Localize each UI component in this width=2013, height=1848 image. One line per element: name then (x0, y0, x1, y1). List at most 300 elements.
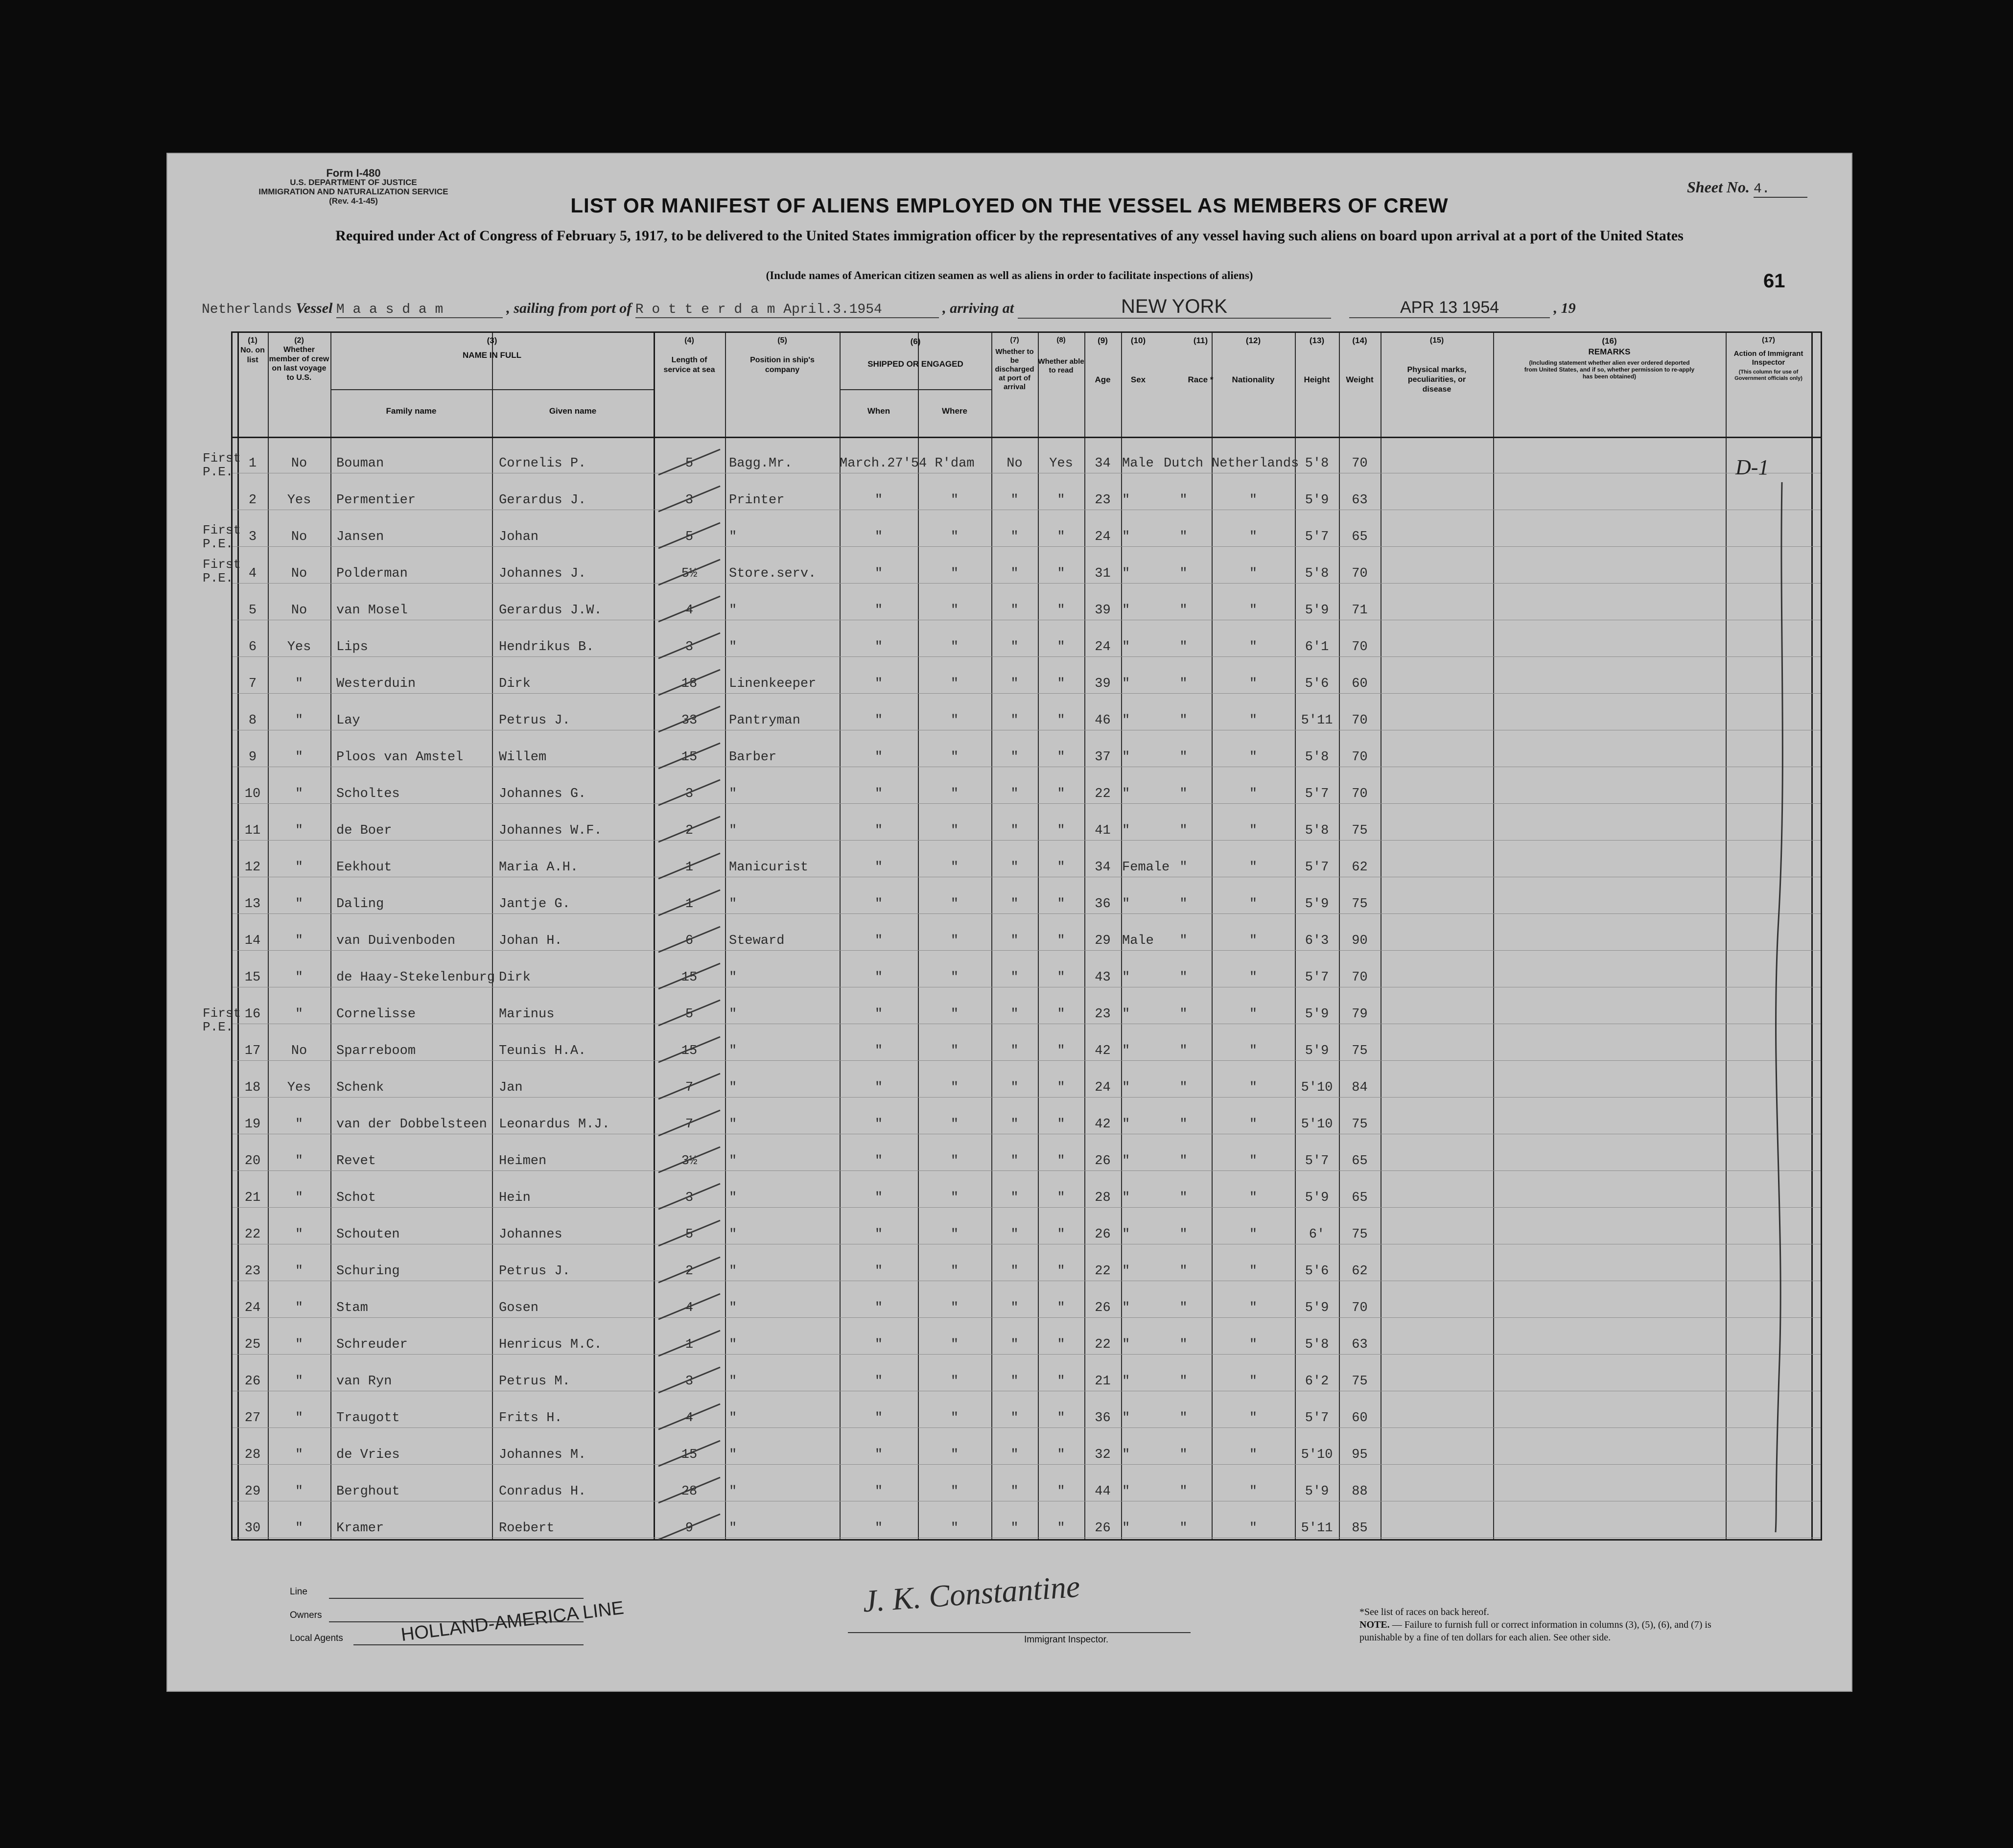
cell-read: " (1057, 787, 1065, 801)
cell-position: " (729, 787, 737, 801)
cell-discharge: " (1010, 640, 1019, 655)
cell-service: 2 (685, 1264, 694, 1279)
cell-where: " (950, 1521, 959, 1536)
service-check-mark (656, 886, 725, 920)
cell-service: 33 (681, 713, 698, 728)
races-note: *See list of races on back hereof. (1359, 1607, 1489, 1617)
cell-weight: 70 (1352, 640, 1368, 655)
cell-where: " (950, 1264, 959, 1279)
cell-sex: " (1122, 1080, 1130, 1095)
cell-weight: 70 (1352, 1301, 1368, 1315)
cell-family: Lips (336, 640, 368, 655)
header-col-11: (11) Race * (1188, 336, 1214, 384)
cell-where: " (950, 530, 959, 544)
cell-nationality: " (1249, 787, 1258, 801)
row-rule (233, 693, 1821, 694)
cell-read: " (1057, 1448, 1065, 1462)
cell-height: 5'9 (1305, 1007, 1329, 1022)
cell-race: " (1179, 1374, 1188, 1389)
sailing-label: , sailing from port of (506, 300, 632, 316)
cell-no: 5 (248, 603, 257, 618)
cell-age: 23 (1095, 1007, 1111, 1022)
cell-prev: No (291, 603, 307, 618)
cell-family: Cornelisse (336, 1007, 416, 1022)
cell-no: 29 (244, 1484, 261, 1499)
cell-no: 4 (248, 566, 257, 581)
cell-weight: 85 (1352, 1521, 1368, 1536)
cell-read: " (1057, 970, 1065, 985)
service-check-mark (656, 702, 725, 737)
cell-prev: " (295, 713, 304, 728)
cell-weight: 88 (1352, 1484, 1368, 1499)
form-revision: (Rev. 4-1-45) (329, 196, 378, 206)
cell-position: " (729, 1117, 737, 1132)
cell-height: 5'9 (1305, 897, 1329, 912)
cell-discharge: " (1010, 750, 1019, 765)
cell-sex: " (1122, 1007, 1130, 1022)
cell-no: 18 (244, 1080, 261, 1095)
cell-sex: Male (1122, 934, 1154, 948)
cell-sex: " (1122, 823, 1130, 838)
cell-family: Polderman (336, 566, 408, 581)
cell-nationality: " (1249, 1191, 1258, 1205)
cell-age: 34 (1095, 860, 1111, 875)
header-family-name: Family name (386, 406, 437, 416)
cell-nationality: " (1249, 1448, 1258, 1462)
cell-given: Johan H. (499, 934, 562, 948)
cell-read: " (1057, 1301, 1065, 1315)
cell-race: " (1179, 897, 1188, 912)
cell-prev: No (291, 456, 307, 471)
cell-nationality: " (1249, 897, 1258, 912)
service-check-mark (656, 1290, 725, 1324)
cell-height: 5'7 (1305, 970, 1329, 985)
cell-race: " (1179, 1117, 1188, 1132)
cell-nationality: " (1249, 1007, 1258, 1022)
cell-age: 21 (1095, 1374, 1111, 1389)
cell-race: " (1179, 1191, 1188, 1205)
cell-read: " (1057, 1191, 1065, 1205)
cell-family: Stam (336, 1301, 368, 1315)
cell-no: 9 (248, 750, 257, 765)
service-check-mark (656, 666, 725, 700)
cell-age: 32 (1095, 1448, 1111, 1462)
cell-race: " (1179, 1080, 1188, 1095)
service-check-mark (656, 445, 725, 480)
cell-discharge: " (1010, 1521, 1019, 1536)
cell-weight: 60 (1352, 677, 1368, 691)
cell-weight: 84 (1352, 1080, 1368, 1095)
service-check-mark (656, 519, 725, 553)
cell-race: " (1179, 640, 1188, 655)
cell-read: " (1057, 677, 1065, 691)
cell-position: " (729, 1227, 737, 1242)
cell-where: " (950, 1337, 959, 1352)
cell-read: " (1057, 640, 1065, 655)
cell-race: " (1179, 1448, 1188, 1462)
sheet-label: Sheet No. (1687, 178, 1750, 196)
header-col-7: (7) Whether to be discharged at port of arrival (995, 336, 1034, 391)
cell-read: " (1057, 1080, 1065, 1095)
cell-when: " (874, 677, 883, 691)
cell-family: Scholtes (336, 787, 400, 801)
cell-weight: 70 (1352, 787, 1368, 801)
cell-prev: " (295, 860, 304, 875)
cell-race: " (1179, 603, 1188, 618)
header-given-name: Given name (549, 406, 597, 416)
cell-prev: " (295, 787, 304, 801)
cell-nationality: " (1249, 1521, 1258, 1536)
cell-sex: " (1122, 1411, 1130, 1426)
cell-nationality: " (1249, 1080, 1258, 1095)
cell-prev: " (295, 1521, 304, 1536)
cell-family: de Vries (336, 1448, 400, 1462)
cell-when: March.27'54 (840, 456, 927, 471)
cell-race: " (1179, 823, 1188, 838)
cell-age: 39 (1095, 677, 1111, 691)
cell-where: " (950, 493, 959, 508)
cell-no: 14 (244, 934, 261, 948)
cell-age: 29 (1095, 934, 1111, 948)
cell-position: " (729, 1154, 737, 1169)
cell-service: 3 (685, 1374, 694, 1389)
cell-when: " (874, 860, 883, 875)
cell-read: " (1057, 603, 1065, 618)
row-rule (233, 583, 1821, 584)
cell-weight: 71 (1352, 603, 1368, 618)
cell-age: 34 (1095, 456, 1111, 471)
header-col-12: (12) Nationality (1232, 336, 1275, 384)
cell-where: " (950, 1484, 959, 1499)
cell-position: " (729, 1044, 737, 1058)
row-rule (233, 1354, 1821, 1355)
cell-race: " (1179, 1484, 1188, 1499)
cell-sex: " (1122, 1301, 1130, 1315)
service-check-mark (656, 1510, 725, 1544)
header-col-13: (13) Height (1304, 336, 1330, 384)
cell-height: 5'6 (1305, 1264, 1329, 1279)
cell-sex: " (1122, 1374, 1130, 1389)
cell-nationality: " (1249, 493, 1258, 508)
row-rule (233, 1317, 1821, 1318)
cell-given: Conradus H. (499, 1484, 586, 1499)
cell-position: Bagg.Mr. (729, 456, 793, 471)
service-check-mark (656, 923, 725, 957)
cell-height: 6'2 (1305, 1374, 1329, 1389)
cell-where: " (950, 1154, 959, 1169)
cell-family: van Ryn (336, 1374, 392, 1389)
form-number: Form I-480 (326, 167, 381, 179)
service-check-mark (656, 1143, 725, 1177)
cell-read: " (1057, 1411, 1065, 1426)
cell-read: " (1057, 1007, 1065, 1022)
cell-weight: 70 (1352, 713, 1368, 728)
service-check-mark (656, 996, 725, 1030)
cell-age: 26 (1095, 1227, 1111, 1242)
cell-position: " (729, 823, 737, 838)
cell-discharge: " (1010, 1337, 1019, 1352)
cell-nationality: " (1249, 566, 1258, 581)
cell-nationality: " (1249, 530, 1258, 544)
cell-position: " (729, 1264, 737, 1279)
cell-height: 6'3 (1305, 934, 1329, 948)
cell-sex: " (1122, 1227, 1130, 1242)
cell-read: " (1057, 1154, 1065, 1169)
cell-where: " (950, 1448, 959, 1462)
cell-prev: " (295, 1484, 304, 1499)
cell-discharge: " (1010, 713, 1019, 728)
cell-prev: " (295, 1374, 304, 1389)
cell-weight: 75 (1352, 1117, 1368, 1132)
row-rule (233, 1170, 1821, 1171)
cell-when: " (874, 970, 883, 985)
cell-service: 7 (685, 1117, 694, 1132)
cell-height: 5'10 (1301, 1117, 1333, 1132)
cell-race: " (1179, 530, 1188, 544)
cell-given: Roebert (499, 1521, 555, 1536)
header-col-5: (5) Position in ship's company (750, 336, 815, 374)
cell-no: 25 (244, 1337, 261, 1352)
cell-nationality: " (1249, 823, 1258, 838)
vessel-line (202, 296, 1576, 319)
cell-nationality: " (1249, 640, 1258, 655)
cell-nationality: " (1249, 1484, 1258, 1499)
cell-read: " (1057, 1484, 1065, 1499)
cell-age: 42 (1095, 1044, 1111, 1058)
cell-when: " (874, 493, 883, 508)
cell-read: Yes (1049, 456, 1073, 471)
cell-where: " (950, 1044, 959, 1058)
cell-given: Johan (499, 530, 539, 544)
cell-service: 15 (681, 750, 698, 765)
footer-agents-label: Local Agents (290, 1633, 343, 1643)
cell-nationality: " (1249, 1154, 1258, 1169)
cell-given: Hendrikus B. (499, 640, 594, 655)
cell-sex: " (1122, 1264, 1130, 1279)
cell-service: 4 (685, 1411, 694, 1426)
cell-sex: " (1122, 1448, 1130, 1462)
margin-note-row-4: First P.E. (203, 557, 241, 585)
cell-discharge: " (1010, 1227, 1019, 1242)
cell-family: Westerduin (336, 677, 416, 691)
cell-discharge: " (1010, 603, 1019, 618)
cell-sex: " (1122, 603, 1130, 618)
header-col-4: (4) Length of service at sea (663, 336, 715, 374)
row-rule (233, 1464, 1821, 1465)
cell-position: Store.serv. (729, 566, 817, 581)
service-check-mark (656, 1180, 725, 1214)
cell-age: 36 (1095, 1411, 1111, 1426)
margin-note-row-17: First P.E. (203, 1006, 241, 1034)
cell-given: Gerardus J. (499, 493, 586, 508)
cell-when: " (874, 713, 883, 728)
cell-discharge: " (1010, 1411, 1019, 1426)
cell-position: Pantryman (729, 713, 800, 728)
cell-no: 3 (248, 530, 257, 544)
cell-no: 10 (244, 787, 261, 801)
cell-when: " (874, 934, 883, 948)
cell-race: Dutch (1163, 456, 1203, 471)
cell-height: 5'7 (1305, 860, 1329, 875)
cell-given: Jantje G. (499, 897, 570, 912)
cell-discharge: " (1010, 1484, 1019, 1499)
cell-nationality: " (1249, 1374, 1258, 1389)
cell-service: 3½ (681, 1154, 698, 1169)
cell-service: 18 (681, 677, 698, 691)
cell-height: 5'10 (1301, 1448, 1333, 1462)
cell-family: van der Dobbelsteen (336, 1117, 487, 1132)
cell-no: 24 (244, 1301, 261, 1315)
cell-service: 5 (685, 1007, 694, 1022)
cell-weight: 62 (1352, 1264, 1368, 1279)
cell-nationality: " (1249, 1227, 1258, 1242)
cell-given: Johannes W.F. (499, 823, 602, 838)
cell-service: 28 (681, 1484, 698, 1499)
cell-age: 46 (1095, 713, 1111, 728)
cell-nationality: " (1249, 934, 1258, 948)
cell-prev: " (295, 934, 304, 948)
cell-where: " (950, 1191, 959, 1205)
manifest-page (166, 153, 1852, 1692)
cell-where: " (950, 970, 959, 985)
cell-age: 23 (1095, 493, 1111, 508)
cell-service: 5 (685, 1227, 694, 1242)
cell-read: " (1057, 493, 1065, 508)
cell-given: Maria A.H. (499, 860, 579, 875)
note-label: NOTE. (1359, 1619, 1390, 1630)
cell-nationality: " (1249, 750, 1258, 765)
cell-nationality: " (1249, 970, 1258, 985)
cell-height: 5'7 (1305, 1154, 1329, 1169)
cell-given: Teunis H.A. (499, 1044, 586, 1058)
service-check-mark (656, 1216, 725, 1251)
cell-family: Revet (336, 1154, 376, 1169)
cell-family: Kramer (336, 1521, 384, 1536)
cell-when: " (874, 1117, 883, 1132)
cell-age: 39 (1095, 603, 1111, 618)
cell-prev: " (295, 1154, 304, 1169)
cell-age: 41 (1095, 823, 1111, 838)
cell-nationality: " (1249, 1044, 1258, 1058)
cell-discharge: " (1010, 677, 1019, 691)
cell-race: " (1179, 1007, 1188, 1022)
cell-given: Frits H. (499, 1411, 562, 1426)
header-col-9: (9) Age (1095, 336, 1111, 384)
cell-prev: " (295, 970, 304, 985)
cell-sex: " (1122, 713, 1130, 728)
cell-no: 13 (244, 897, 261, 912)
cell-sex: " (1122, 1337, 1130, 1352)
cell-sex: " (1122, 677, 1130, 691)
cell-sex: " (1122, 970, 1130, 985)
cell-position: " (729, 1374, 737, 1389)
row-rule (233, 803, 1821, 804)
page-note: (Include names of American citizen seamen as well as aliens in order to facilitate inspections of aliens) (766, 269, 1253, 281)
cell-read: " (1057, 1374, 1065, 1389)
cell-age: 24 (1095, 530, 1111, 544)
cell-given: Marinus (499, 1007, 555, 1022)
cell-height: 5'9 (1305, 493, 1329, 508)
footer-owners-label: Owners (290, 1610, 322, 1620)
service-check-mark (656, 1437, 725, 1471)
cell-prev: " (295, 677, 304, 691)
inspector-signature: J. K. Constantine (862, 1568, 1081, 1619)
cell-read: " (1057, 566, 1065, 581)
cell-service: 5½ (681, 566, 698, 581)
cell-family: Lay (336, 713, 360, 728)
cell-where: " (950, 1080, 959, 1095)
row-rule (233, 1060, 1821, 1061)
cell-family: de Haay-Stekelenburg (336, 970, 495, 985)
cell-no: 26 (244, 1374, 261, 1389)
header-col-10: (10) Sex (1130, 336, 1146, 384)
cell-prev: " (295, 897, 304, 912)
cell-sex: " (1122, 566, 1130, 581)
service-check-mark (656, 1106, 725, 1141)
cell-given: Willem (499, 750, 547, 765)
cell-family: Schreuder (336, 1337, 408, 1352)
cell-height: 5'9 (1305, 603, 1329, 618)
service-check-mark (656, 1253, 725, 1287)
cell-position: " (729, 1007, 737, 1022)
cell-position: " (729, 1080, 737, 1095)
cell-position: " (729, 1337, 737, 1352)
cell-service: 4 (685, 603, 694, 618)
cell-height: 5'11 (1301, 1521, 1333, 1536)
cell-when: " (874, 530, 883, 544)
service-check-mark (656, 1327, 725, 1361)
cell-race: " (1179, 934, 1188, 948)
cell-read: " (1057, 860, 1065, 875)
cell-age: 24 (1095, 640, 1111, 655)
port-of-arrival: NEW YORK (1018, 296, 1331, 319)
cell-family: Jansen (336, 530, 384, 544)
cell-weight: 62 (1352, 860, 1368, 875)
cell-height: 5'7 (1305, 787, 1329, 801)
cell-race: " (1179, 750, 1188, 765)
cell-height: 5'8 (1305, 750, 1329, 765)
cell-given: Johannes G. (499, 787, 586, 801)
cell-weight: 90 (1352, 934, 1368, 948)
cell-race: " (1179, 1337, 1188, 1352)
cell-prev: Yes (287, 1080, 311, 1095)
cell-race: " (1179, 566, 1188, 581)
cell-sex: " (1122, 897, 1130, 912)
cell-position: " (729, 1301, 737, 1315)
cell-when: " (874, 1191, 883, 1205)
cell-nationality: " (1249, 1411, 1258, 1426)
cell-where: " (950, 713, 959, 728)
cell-when: " (874, 897, 883, 912)
cell-prev: No (291, 1044, 307, 1058)
cell-where: " (950, 640, 959, 655)
cell-sex: " (1122, 493, 1130, 508)
cell-where: " (950, 1117, 959, 1132)
cell-no: 22 (244, 1227, 261, 1242)
cell-prev: No (291, 530, 307, 544)
cell-weight: 65 (1352, 530, 1368, 544)
cell-age: 37 (1095, 750, 1111, 765)
cell-given: Heimen (499, 1154, 547, 1169)
cell-age: 26 (1095, 1154, 1111, 1169)
cell-prev: " (295, 1301, 304, 1315)
cell-position: " (729, 1521, 737, 1536)
cell-no: 21 (244, 1191, 261, 1205)
margin-note-row-3: First P.E. (203, 523, 241, 551)
cell-service: 1 (685, 1337, 694, 1352)
cell-when: " (874, 1264, 883, 1279)
cell-discharge: " (1010, 493, 1019, 508)
